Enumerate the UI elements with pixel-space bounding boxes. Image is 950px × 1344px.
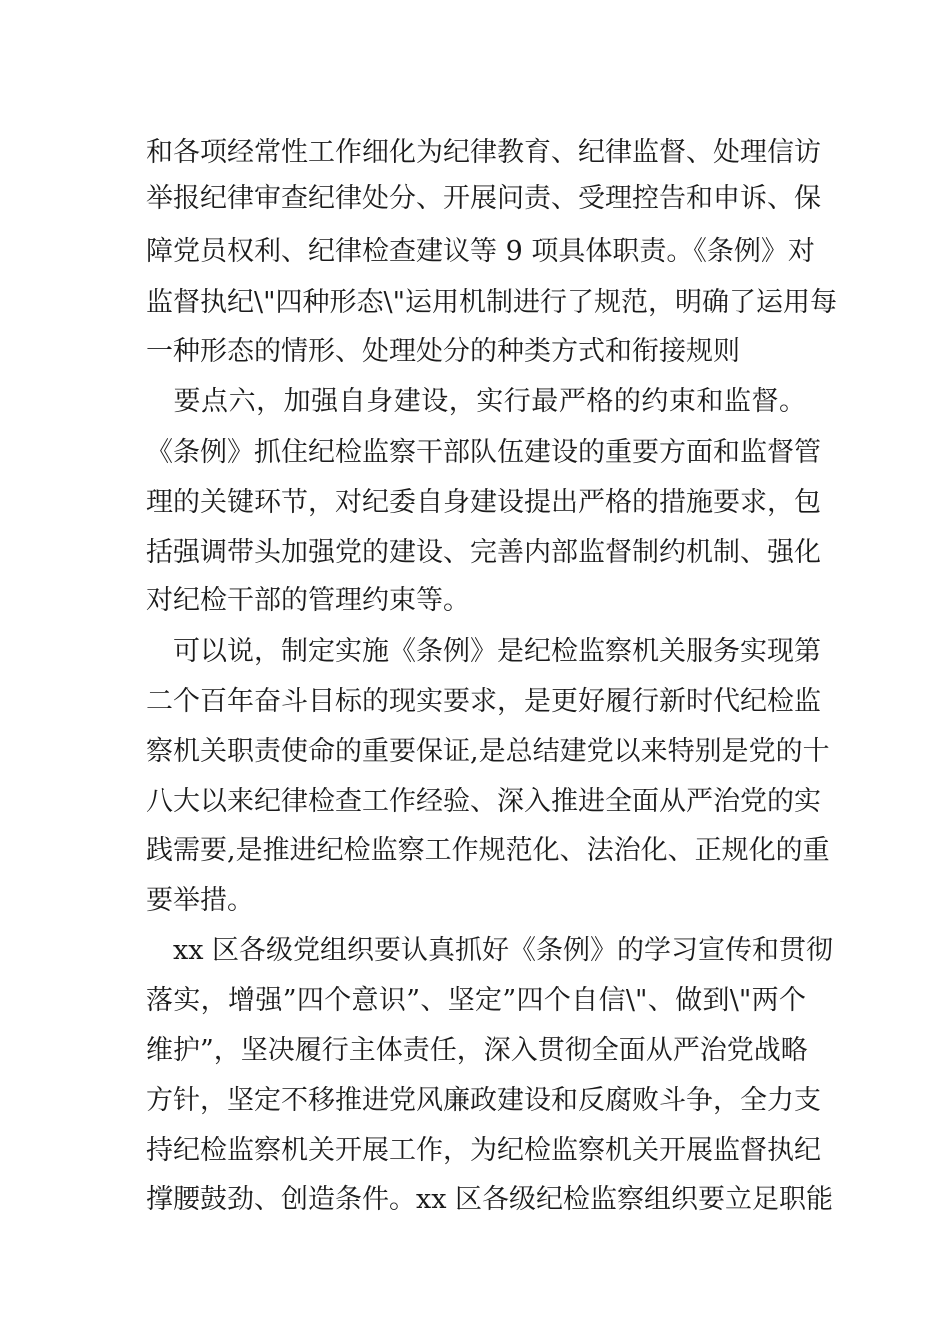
text-line: 落实，增强”四个意识”、坚定”四个自信\"、做到\"两个 <box>146 985 806 1016</box>
text-line: xx 区各级党组织要认真抓好《条例》的学习宣传和贯彻 <box>146 935 834 966</box>
text-line: 撑腰鼓劲、创造条件。xx 区各级纪检监察组织要立足职能 <box>146 1184 834 1215</box>
text-line: 二个百年奋斗目标的现实要求，是更好履行新时代纪检监 <box>146 686 821 717</box>
text-line: 《条例》抓住纪检监察干部队伍建设的重要方面和监督管 <box>146 437 821 468</box>
text-line: 括强调带头加强党的建设、完善内部监督制约机制、强化 <box>146 537 821 568</box>
text-line: 察机关职责使命的重要保证,是总结建党以来特别是党的十 <box>146 736 830 767</box>
text-line: 监督执纪\"四种形态\"运用机制进行了规范，明确了运用每 <box>146 287 838 318</box>
text-line: 八大以来纪律检查工作经验、深入推进全面从严治党的实 <box>146 786 821 817</box>
text-line: 举报纪律审查纪律处分、开展问责、受理控告和申诉、保 <box>146 183 821 214</box>
text-line: 一种形态的情形、处理处分的种类方式和衔接规则 <box>146 336 740 367</box>
text-line: 理的关键环节，对纪委自身建设提出严格的措施要求，包 <box>146 487 821 518</box>
text-line: 方针，坚定不移推进党风廉政建设和反腐败斗争，全力支 <box>146 1085 821 1116</box>
text-line: 可以说，制定实施《条例》是纪检监察机关服务实现第 <box>146 636 821 667</box>
text-line: 要点六，加强自身建设，实行最严格的约束和监督。 <box>146 386 806 417</box>
text-line: 要举措。 <box>146 885 254 916</box>
text-line: 障党员权利、纪律检查建议等 9 项具体职责。《条例》对 <box>146 236 815 267</box>
text-line: 和各项经常性工作细化为纪律教育、纪律监督、处理信访 <box>146 137 821 168</box>
text-line: 对纪检干部的管理约束等。 <box>146 585 470 616</box>
text-line: 践需要,是推进纪检监察工作规范化、法治化、正规化的重 <box>146 835 830 866</box>
text-line: 持纪检监察机关开展工作，为纪检监察机关开展监督执纪 <box>146 1135 821 1166</box>
text-line: 维护”，坚决履行主体责任，深入贯彻全面从严治党战略 <box>146 1035 808 1066</box>
